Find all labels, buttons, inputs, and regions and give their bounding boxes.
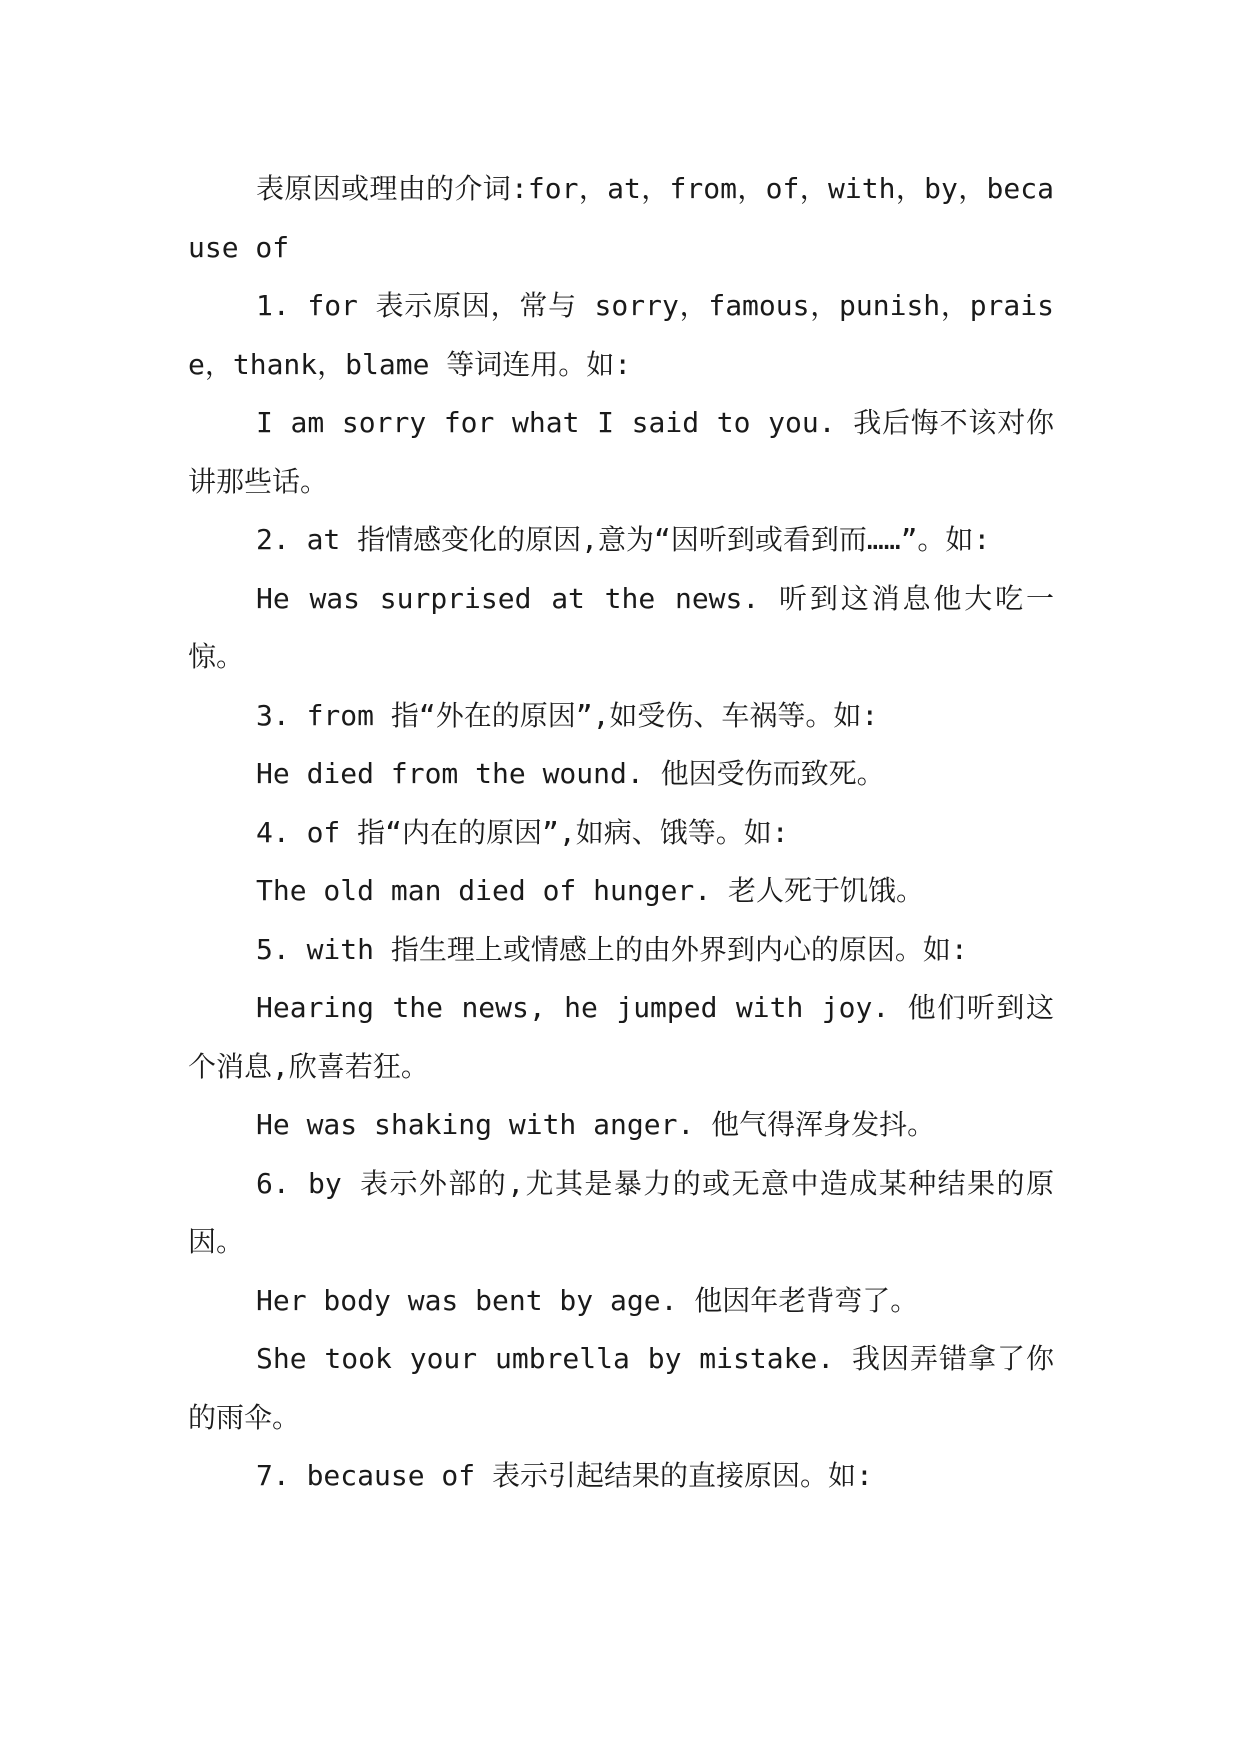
paragraph-example-for: I am sorry for what I said to you. 我后悔不该对你讲那些话。 bbox=[188, 406, 1054, 498]
paragraph-rule-with: 5. with 指生理上或情感上的由外界到内心的原因。如: bbox=[256, 932, 968, 966]
paragraph-rule-because-of: 7. because of 表示引起结果的直接原因。如: bbox=[256, 1459, 873, 1492]
paragraph-rule-from: 3. from 指“外在的原因”,如受伤、车祸等。如: bbox=[256, 698, 879, 732]
paragraph-example-with-1: Hearing the news, he jumped with joy. 他们听到这个消息,欣喜若狂。 bbox=[188, 991, 1054, 1083]
paragraph-example-of: The old man died of hunger. 老人死于饥饿。 bbox=[256, 874, 925, 907]
paragraph-example-by-1: Her body was bent by age. 他因年老背弯了。 bbox=[256, 1283, 919, 1317]
paragraph-example-with-2: He was shaking with anger. 他气得浑身发抖。 bbox=[256, 1108, 936, 1141]
paragraph-example-from: He died from the wound. 他因受伤而致死。 bbox=[256, 757, 885, 790]
paragraph-rule-of: 4. of 指“内在的原因”,如病、饿等。如: bbox=[256, 815, 789, 849]
paragraph-example-at: He was surprised at the news. 听到这消息他大吃一惊。 bbox=[188, 581, 1054, 673]
paragraph-rule-for: 1. for 表示原因，常与 sorry，famous，punish，praise，thank，blame 等词连用。如: bbox=[188, 289, 1054, 381]
paragraph-rule-at: 2. at 指情感变化的原因,意为“因听到或看到而……”。如: bbox=[256, 523, 991, 556]
document-body bbox=[188, 160, 1054, 1506]
paragraph-example-by-2: She took your umbrella by mistake. 我因弄错拿了你的雨伞。 bbox=[188, 1342, 1054, 1434]
paragraph-intro: 表原因或理由的介词:for，at，from，of，with，by，because of bbox=[188, 172, 1054, 264]
paragraph-rule-by: 6. by 表示外部的,尤其是暴力的或无意中造成某种结果的原因。 bbox=[188, 1166, 1054, 1258]
